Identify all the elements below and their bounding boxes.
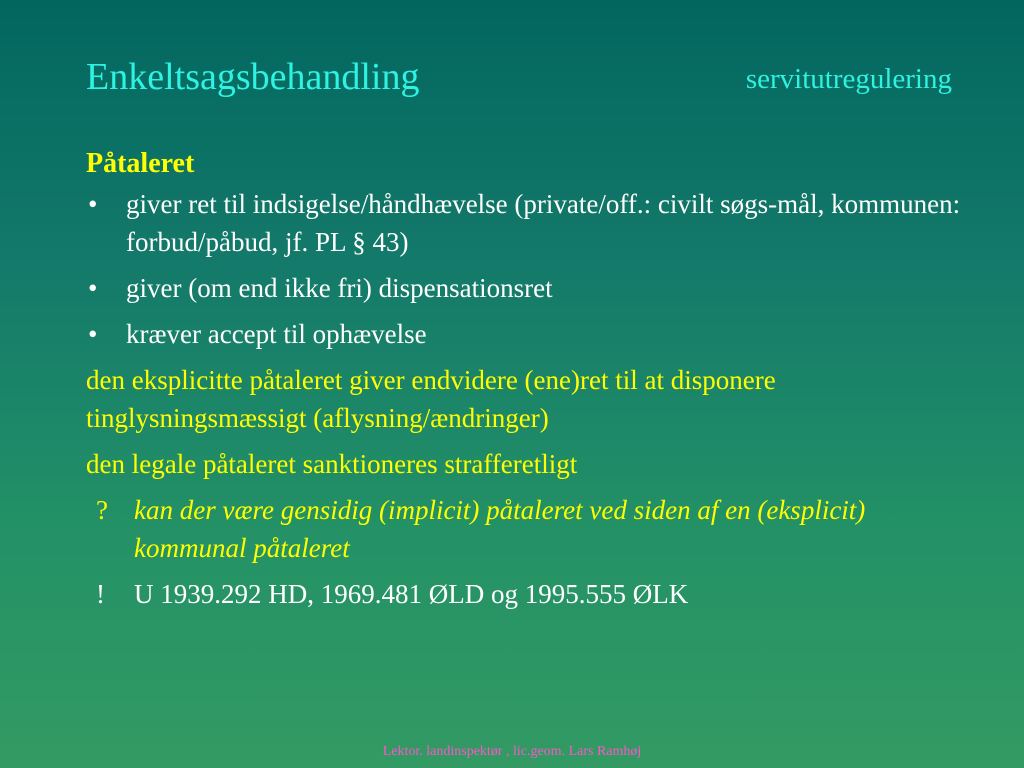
- bullet-text: giver ret til indsigelse/håndhævelse (private/off.: civilt søgs-mål, kommunen: forbud/påbud, jf. PL § 43): [126, 189, 961, 257]
- bullet-item: [86, 315, 966, 353]
- bullet-icon: •: [88, 273, 98, 303]
- reference-text: U 1939.292 HD, 1969.481 ØLD og 1995.555 ØLK: [134, 579, 689, 609]
- footer-credit: Lektor. landinspektør , lic.geom. Lars Ramhøj: [382, 744, 642, 759]
- question-note: [86, 491, 966, 567]
- paragraph: den legale påtaleret sanktioneres strafferetligt: [86, 449, 578, 479]
- slide-body: [86, 145, 966, 619]
- question-mark-icon: ?: [96, 495, 108, 525]
- bullet-icon: •: [88, 319, 98, 349]
- slide-title: Enkeltsagsbehandling: [86, 56, 420, 98]
- reference-note: [86, 575, 966, 613]
- question-text: kan der være gensidig (implicit) påtaleret ved siden af en (eksplicit) kommunal påtaleret: [134, 495, 866, 563]
- bullet-icon: •: [88, 189, 98, 219]
- section-heading: Påtaleret: [86, 148, 195, 179]
- bullet-item: [86, 185, 966, 261]
- exclamation-mark-icon: !: [96, 579, 105, 609]
- slide-subtitle: servitutregulering: [745, 63, 952, 95]
- paragraph: den eksplicitte påtaleret giver endvidere (ene)ret til at disponere tinglysningsmæssigt (aflysning/ændringer): [86, 365, 776, 433]
- bullet-text: kræver accept til ophævelse: [126, 319, 427, 349]
- bullet-item: [86, 269, 966, 307]
- bullet-text: giver (om end ikke fri) dispensationsret: [126, 273, 553, 303]
